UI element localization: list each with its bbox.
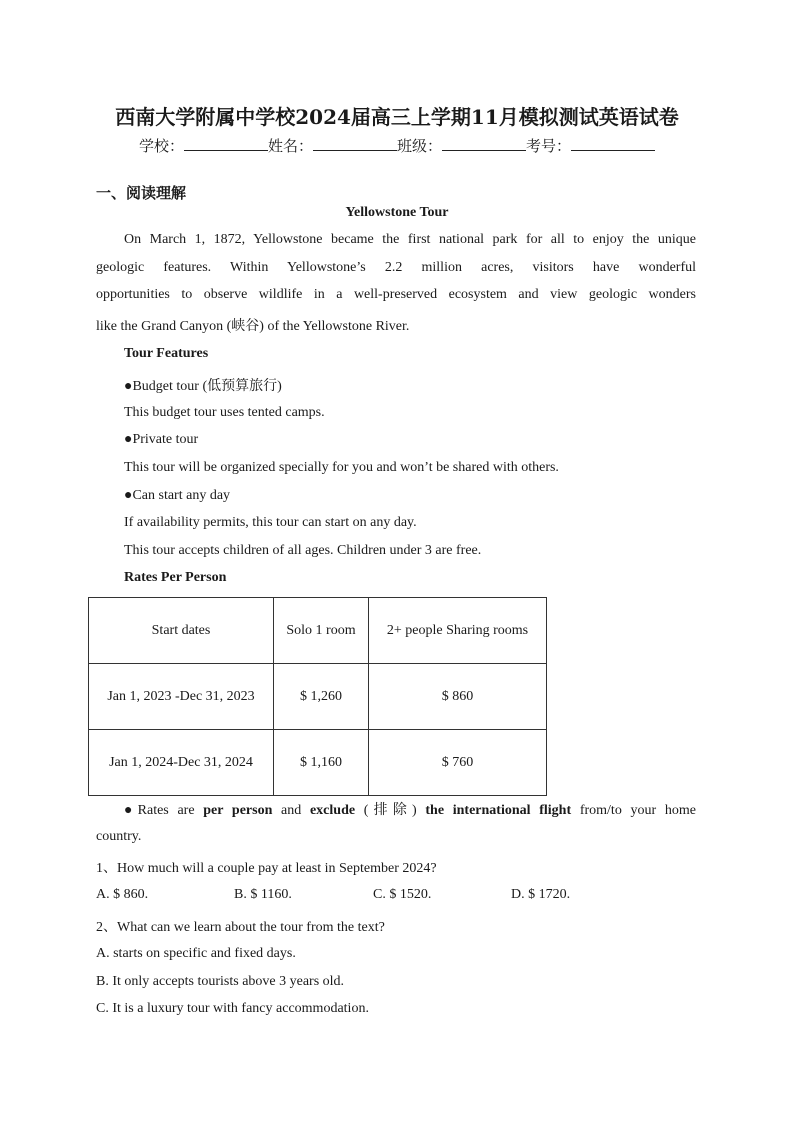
number-label: 考号： xyxy=(526,137,572,155)
header-start-dates: Start dates xyxy=(89,598,274,664)
school-label: 学校： xyxy=(138,137,184,155)
name-label: 姓名： xyxy=(267,137,313,155)
note-text-4: from/to your home xyxy=(571,803,696,818)
school-blank[interactable] xyxy=(184,134,268,151)
row-2024-sharing: $ 760 xyxy=(369,730,547,796)
question-1-option-a[interactable]: A. $ 860. xyxy=(96,887,149,902)
feature-any-day-desc: If availability permits, this tour can start on any day. xyxy=(124,515,417,530)
feature-private-desc: This tour will be organized specially for you and won’t be shared with others. xyxy=(124,460,559,475)
table-header-row xyxy=(89,598,547,664)
row-2024-dates: Jan 1, 2024-Dec 31, 2024 xyxy=(89,730,274,796)
question-2-option-c[interactable]: C. It is a luxury tour with fancy accommodation. xyxy=(96,1001,369,1016)
student-info-line xyxy=(0,134,794,156)
note-text-3: (排除) xyxy=(355,803,426,818)
question-1-option-c[interactable]: C. $ 1520. xyxy=(373,887,432,902)
intro-line-4: like the Grand Canyon (峡谷) of the Yellowstone River. xyxy=(96,319,410,334)
note-bold-per-person: per person xyxy=(203,803,273,818)
number-blank[interactable] xyxy=(571,134,655,151)
feature-budget-desc: This budget tour uses tented camps. xyxy=(124,405,325,420)
feature-children-desc: This tour accepts children of all ages. Children under 3 are free. xyxy=(124,543,482,558)
class-label: 班级： xyxy=(397,137,443,155)
row-2023-sharing: $ 860 xyxy=(369,664,547,730)
row-2024-solo: $ 1,160 xyxy=(274,730,369,796)
rates-note-line-1 xyxy=(124,799,696,819)
note-bold-flight: the international flight xyxy=(425,803,572,818)
features-heading: Tour Features xyxy=(124,346,209,361)
feature-budget-tour: ●Budget tour (低预算旅行) xyxy=(124,379,282,394)
intro-line-3: opportunities to observe wildlife in a well-preserved ecosystem and view geologic wonders xyxy=(96,287,696,302)
intro-line-1: On March 1, 1872, Yellowstone became the first national park for all to enjoy the unique xyxy=(124,232,696,247)
row-2023-dates: Jan 1, 2023 -Dec 31, 2023 xyxy=(89,664,274,730)
note-text-2: and xyxy=(272,803,310,818)
feature-private-tour: ●Private tour xyxy=(124,432,199,447)
rates-heading: Rates Per Person xyxy=(124,570,227,585)
note-text-1: ●Rates are xyxy=(124,803,204,818)
name-blank[interactable] xyxy=(313,134,397,151)
class-blank[interactable] xyxy=(442,134,526,151)
header-sharing-rooms: 2+ people Sharing rooms xyxy=(369,598,547,664)
passage-title: Yellowstone Tour xyxy=(345,205,449,220)
rates-table xyxy=(88,597,547,796)
question-2-option-a[interactable]: A. starts on specific and fixed days. xyxy=(96,946,296,961)
question-1-option-d[interactable]: D. $ 1720. xyxy=(511,887,571,902)
header-solo-room: Solo 1 room xyxy=(274,598,369,664)
feature-any-day: ●Can start any day xyxy=(124,488,231,503)
exam-title: 西南大学附属中学校2024届高三上学期11月模拟测试英语试卷 xyxy=(115,105,679,129)
question-1-stem: 1、How much will a couple pay at least in September 2024? xyxy=(96,861,437,876)
note-bold-exclude: exclude xyxy=(309,803,356,818)
table-row xyxy=(89,664,547,730)
intro-line-2: geologic features. Within Yellowstone’s 2.2 million acres, visitors have wonderful xyxy=(96,260,696,275)
question-2-option-b[interactable]: B. It only accepts tourists above 3 years old. xyxy=(96,974,345,989)
question-2-stem: 2、What can we learn about the tour from the text? xyxy=(96,920,385,935)
rates-note-line-2: country. xyxy=(96,829,142,844)
row-2023-solo: $ 1,260 xyxy=(274,664,369,730)
section-heading: 一、阅读理解 xyxy=(96,184,187,202)
question-1-option-b[interactable]: B. $ 1160. xyxy=(234,887,292,902)
table-row xyxy=(89,730,547,796)
